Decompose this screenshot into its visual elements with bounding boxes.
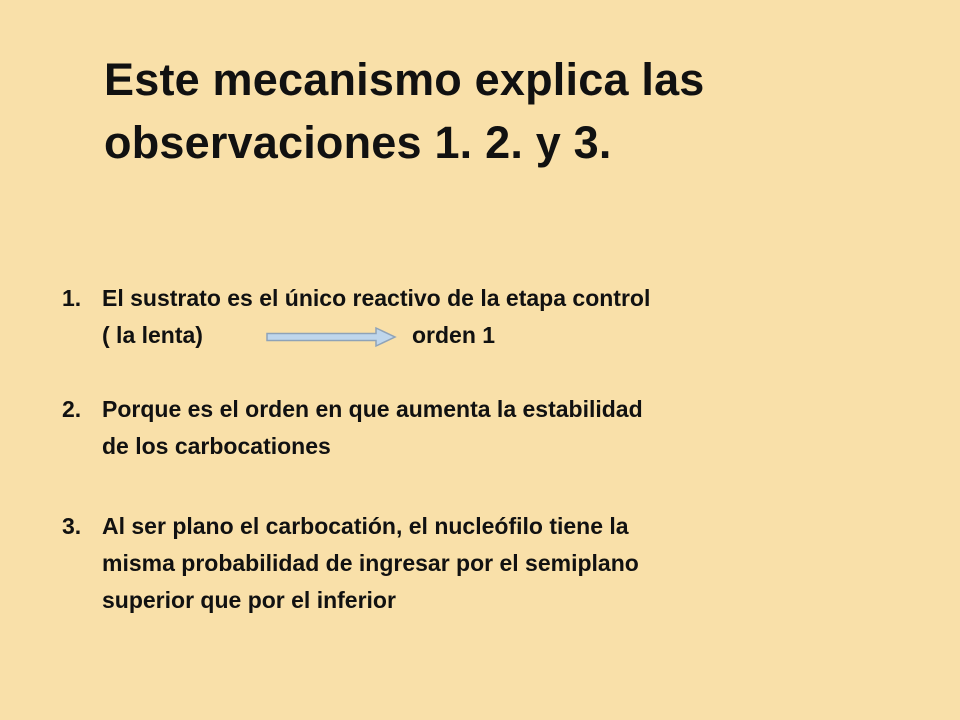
item-line: de los carbocationes bbox=[102, 433, 331, 459]
arrow-result-text: orden 1 bbox=[412, 322, 496, 348]
item-text bbox=[102, 280, 922, 354]
item-number: 2. bbox=[62, 396, 82, 422]
item-line-with-arrow bbox=[102, 317, 922, 354]
item-text bbox=[102, 391, 922, 465]
list-item-1 bbox=[62, 280, 922, 354]
right-arrow-icon bbox=[265, 326, 397, 348]
title-line-2: observaciones 1. 2. y 3. bbox=[104, 117, 612, 168]
item-text bbox=[102, 508, 922, 619]
item-line: El sustrato es el único reactivo de la etapa control bbox=[102, 285, 651, 311]
item-line: superior que por el inferior bbox=[102, 587, 396, 613]
item-number: 3. bbox=[62, 513, 82, 539]
item-line: ( la lenta) bbox=[102, 322, 203, 348]
slide-title bbox=[104, 48, 924, 174]
list-item-2 bbox=[62, 391, 922, 465]
item-line: Al ser plano el carbocatión, el nucleófilo tiene la bbox=[102, 513, 629, 539]
item-line: misma probabilidad de ingresar por el semiplano bbox=[102, 550, 639, 576]
title-line-1: Este mecanismo explica las bbox=[104, 54, 705, 105]
item-number: 1. bbox=[62, 285, 82, 311]
list-item-3 bbox=[62, 508, 922, 619]
item-line: Porque es el orden en que aumenta la estabilidad bbox=[102, 396, 643, 422]
